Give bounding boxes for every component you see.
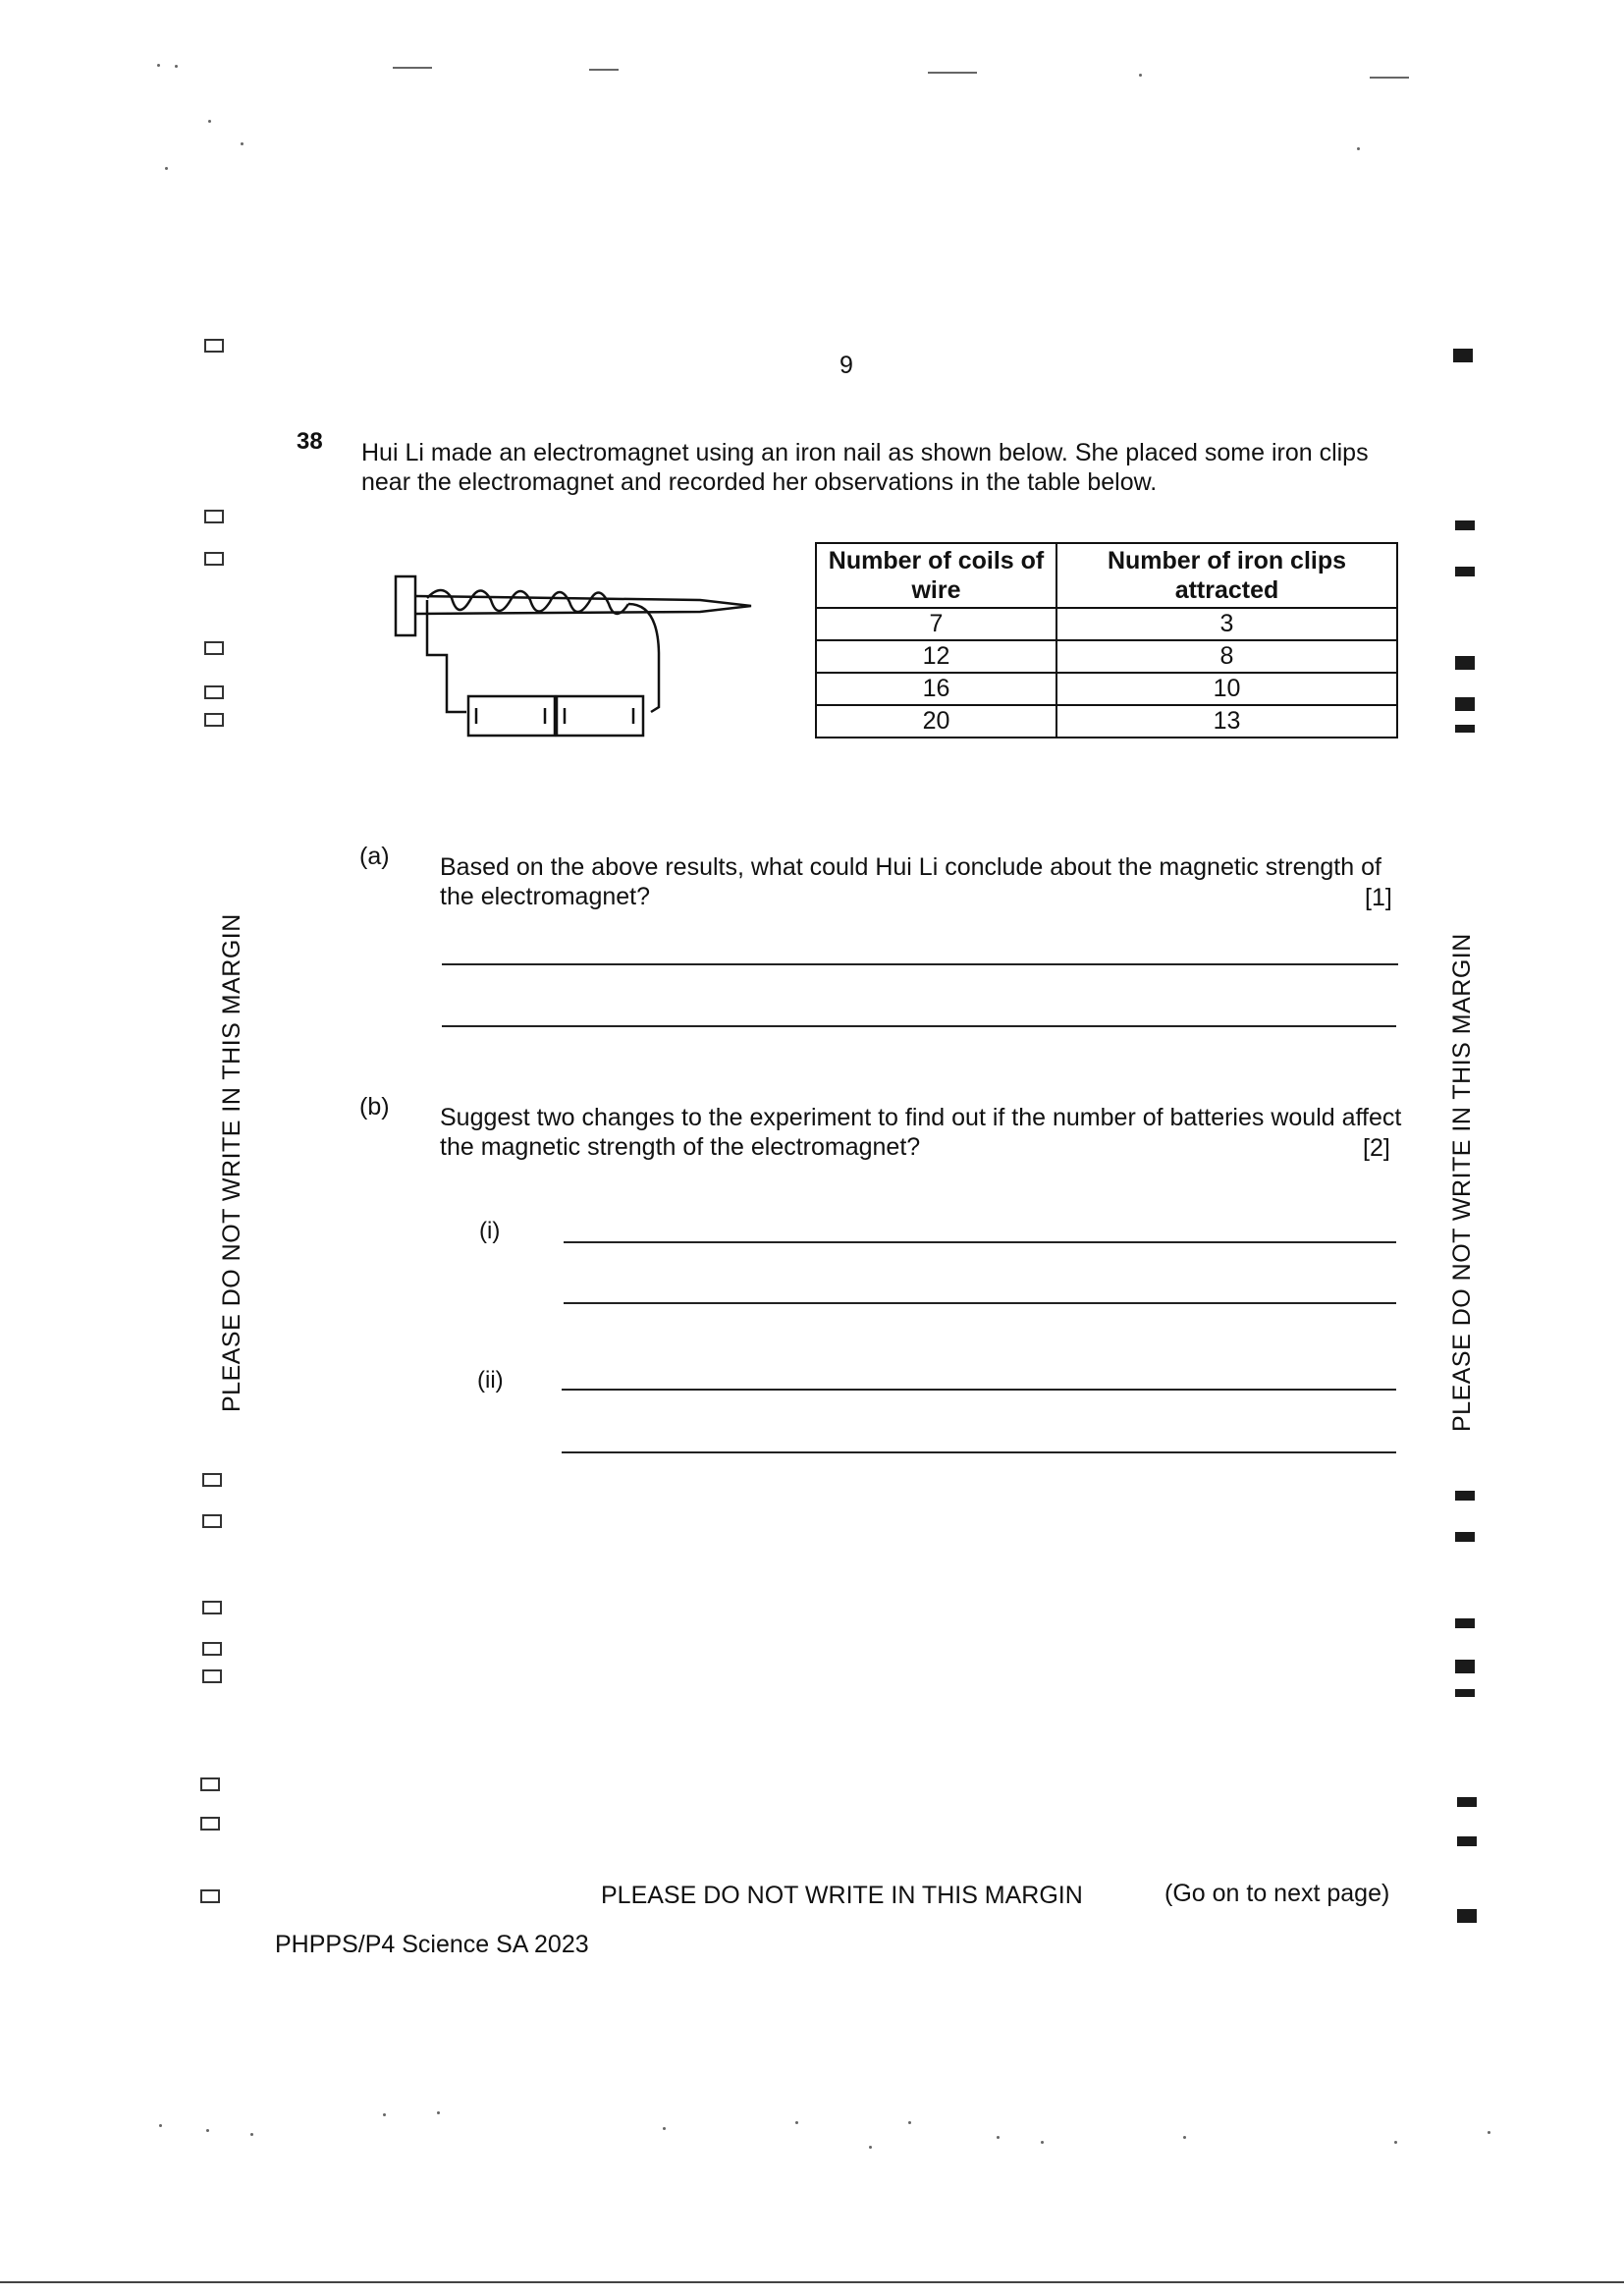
- margin-note-right: PLEASE DO NOT WRITE IN THIS MARGIN: [1448, 933, 1476, 1432]
- part-b-ii-label: (ii): [477, 1367, 504, 1394]
- table-row: [816, 608, 1397, 640]
- registration-mark: [204, 552, 224, 566]
- registration-mark: [1455, 656, 1475, 670]
- wire-left: [427, 600, 466, 712]
- registration-mark: [1455, 1491, 1475, 1501]
- table-cell: 8: [1056, 640, 1397, 673]
- registration-mark: [1455, 1689, 1475, 1697]
- table-cell: 20: [816, 705, 1056, 738]
- answer-line-b-ii-2[interactable]: [562, 1451, 1396, 1453]
- registration-mark: [1455, 725, 1475, 733]
- registration-mark: [204, 641, 224, 655]
- table-header-coils: Number of coils of wire: [816, 543, 1056, 608]
- table-cell: 3: [1056, 608, 1397, 640]
- answer-line-b-ii-1[interactable]: [562, 1389, 1396, 1391]
- answer-line-a1[interactable]: [442, 963, 1398, 965]
- table-cell: 10: [1056, 673, 1397, 705]
- table-row: [816, 640, 1397, 673]
- part-b-marks: [2]: [1363, 1134, 1390, 1162]
- battery-right: [557, 696, 643, 736]
- registration-mark: [202, 1669, 222, 1683]
- part-b-question: Suggest two changes to the experiment to find out if the number of batteries would affect the magnetic strength of the electromagnet?: [440, 1104, 1402, 1161]
- results-table: [815, 542, 1398, 738]
- electromagnet-diagram: [388, 565, 761, 761]
- registration-mark: [1455, 697, 1475, 711]
- table-cell: 12: [816, 640, 1056, 673]
- registration-mark: [202, 1514, 222, 1528]
- margin-note-left: PLEASE DO NOT WRITE IN THIS MARGIN: [218, 913, 245, 1412]
- part-a-marks: [1]: [1365, 884, 1392, 911]
- table-cell: 7: [816, 608, 1056, 640]
- answer-line-a2[interactable]: [442, 1025, 1396, 1027]
- table-header-clips: Number of iron clips attracted: [1056, 543, 1397, 608]
- nail-head: [396, 576, 415, 635]
- part-a-question: Based on the above results, what could Hui Li conclude about the magnetic strength of the electromagnet?: [440, 853, 1381, 910]
- table-cell: 16: [816, 673, 1056, 705]
- registration-mark: [1453, 349, 1473, 362]
- registration-mark: [1457, 1836, 1477, 1846]
- margin-note-bottom: PLEASE DO NOT WRITE IN THIS MARGIN: [601, 1882, 1083, 1909]
- registration-mark: [1455, 567, 1475, 576]
- registration-mark: [1455, 1660, 1475, 1673]
- part-b-label: (b): [359, 1093, 390, 1121]
- registration-mark: [1455, 520, 1475, 530]
- table-row: [816, 673, 1397, 705]
- next-page-note: (Go on to next page): [1164, 1880, 1390, 1907]
- footer: PHPPS/P4 Science SA 2023: [275, 1931, 589, 1958]
- registration-mark: [204, 510, 224, 523]
- part-b-i-label: (i): [479, 1218, 501, 1244]
- registration-mark: [204, 713, 224, 727]
- registration-mark: [1455, 1532, 1475, 1542]
- answer-line-b-i-2[interactable]: [564, 1302, 1396, 1304]
- registration-mark: [200, 1777, 220, 1791]
- answer-line-b-i-1[interactable]: [564, 1241, 1396, 1243]
- wire-coil: [427, 590, 628, 614]
- page-bottom-rule: [0, 2281, 1624, 2283]
- battery-left: [468, 696, 555, 736]
- registration-mark: [202, 1601, 222, 1614]
- registration-mark: [204, 339, 224, 353]
- table-row: [816, 705, 1397, 738]
- part-a-label: (a): [359, 843, 390, 870]
- registration-mark: [202, 1473, 222, 1487]
- registration-mark: [1457, 1909, 1477, 1923]
- registration-mark: [200, 1817, 220, 1831]
- page-number: 9: [839, 352, 853, 379]
- registration-mark: [1457, 1797, 1477, 1807]
- registration-mark: [204, 685, 224, 699]
- table-cell: 13: [1056, 705, 1397, 738]
- registration-mark: [200, 1889, 220, 1903]
- registration-mark: [202, 1642, 222, 1656]
- question-stem: Hui Li made an electromagnet using an iron nail as shown below. She placed some iron clips near the electromagnet and recorded her observations in the table below.: [361, 439, 1369, 496]
- registration-mark: [1455, 1618, 1475, 1628]
- question-number: 38: [297, 428, 323, 455]
